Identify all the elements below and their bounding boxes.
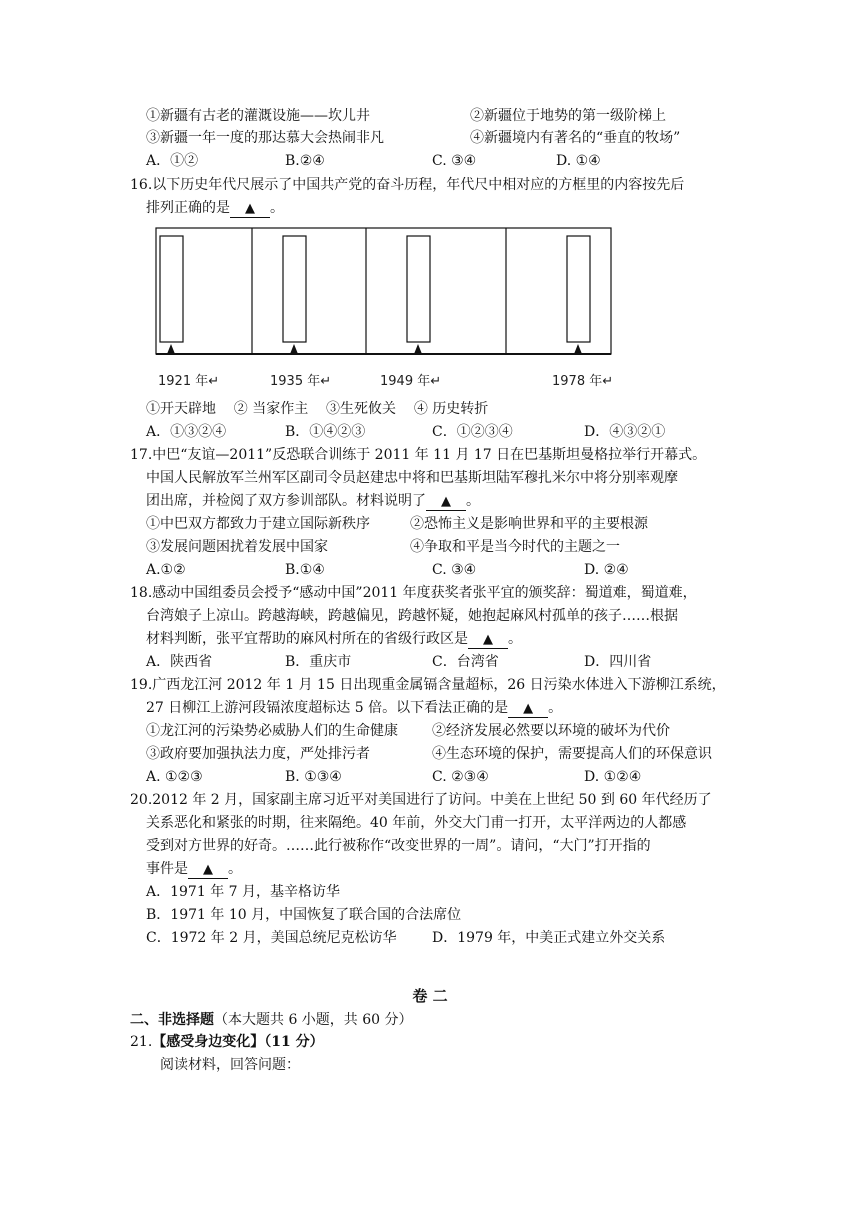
q19-option-a: A. ①②③ — [146, 769, 203, 785]
q17-stem-line-1: 17.中巴“友谊—2011”反恐联合训练于 2011 年 11 月 17 日在巴基斯坦曼格拉举行开幕式。 — [130, 447, 707, 463]
answer-blank — [230, 200, 270, 218]
q16-option-a: A．①③②④ — [146, 424, 227, 440]
q20-stem-line-2: 关系恶化和紧张的时期，往来隔绝。40 年前，外交大门甫一打开，太平洋两边的人都感 — [146, 815, 687, 831]
q18-option-a: A．陕西省 — [146, 654, 213, 670]
q15-option-c: C. ③④ — [432, 153, 477, 169]
timeline-frame — [156, 228, 611, 354]
q20-option-c: C．1972 年 2 月，美国总统尼克松访华 — [146, 930, 397, 946]
q15-option-b: B.②④ — [285, 153, 325, 169]
q15-option-a: A．①② — [146, 153, 199, 169]
q17-item-1: ①中巴双方都致力于建立国际新秩序 — [146, 516, 370, 532]
timeline-year-1949: 1949 年↵ — [380, 374, 442, 389]
arrow-up-icon — [290, 344, 298, 354]
timeline-diagram — [150, 222, 620, 394]
q20-stem-line-1: 20.2012 年 2 月，国家副主席习近平对美国进行了访问。中美在上世纪 50 到 60 年代经历了 — [130, 792, 712, 808]
q19-item-1: ①龙江河的污染势必威胁人们的生命健康 — [146, 723, 398, 739]
arrow-up-icon — [414, 344, 422, 354]
q20-option-a: A．1971 年 7 月，基辛格访华 — [146, 884, 340, 900]
q18-stem-line-2: 台湾娘子上凉山。跨越海峡，跨越偏见，跨越怀疑，她抱起麻风村孤单的孩子……根据 — [146, 608, 678, 624]
q17-option-c: C. ③④ — [432, 562, 477, 578]
timeline-year-1935: 1935 年↵ — [270, 374, 332, 389]
timeline-box-1978 — [567, 236, 590, 342]
q20-stem-line-3: 受到对方世界的好奇。……此行被称作“改变世界的一周”。请问，“大门”打开指的 — [146, 838, 651, 854]
q16-option-c: C．①②③④ — [432, 424, 513, 440]
q18-stem-end: 。 — [508, 631, 522, 647]
q21-title: 【感受身边变化】 — [152, 1034, 265, 1050]
q18-option-c: C．台湾省 — [432, 654, 499, 670]
section-title: 二、非选择题 — [130, 1012, 214, 1028]
q19-option-b: B. ①③④ — [285, 769, 342, 785]
q17-stem-end: 。 — [466, 493, 480, 509]
q19-stem-text: 27 日柳江上游河段镉浓度超标达 5 倍。以下看法正确的是 — [146, 700, 509, 716]
q18-stem-line-3 — [146, 629, 522, 649]
q16-stem-text: 排列正确的是 — [146, 200, 230, 216]
q17-stem-line-2: 中国人民解放军兰州军区副司令员赵建忠中将和巴基斯坦陆军穆扎米尔中将分别率观摩 — [146, 470, 678, 486]
answer-blank — [188, 861, 228, 879]
q20-option-b: B．1971 年 10 月，中国恢复了联合国的合法席位 — [146, 907, 462, 923]
q16-stem-line-2 — [146, 198, 284, 218]
q20-option-d: D．1979 年，中美正式建立外交关系 — [432, 930, 666, 946]
q15-item-4: ④新疆境内有著名的“垂直的牧场” — [470, 130, 681, 146]
q19-item-3: ③政府要加强执法力度，严处排污者 — [146, 746, 370, 762]
triangle-icon: ▲ — [523, 701, 534, 716]
timeline-box-1935 — [283, 236, 306, 342]
section-note: （本大题共 6 小题，共 60 分） — [214, 1012, 413, 1028]
q17-stem-line-3 — [146, 491, 480, 511]
q18-option-b: B．重庆市 — [285, 654, 352, 670]
answer-blank — [468, 631, 508, 649]
q21-number: 21. — [130, 1034, 153, 1050]
q16-stem-line-1: 16.以下历史年代尺展示了中国共产党的奋斗历程，年代尺中相对应的方框里的内容按先后 — [130, 177, 685, 193]
answer-blank — [508, 700, 548, 718]
q19-option-d: D. ①②④ — [584, 769, 642, 785]
q15-item-2: ②新疆位于地势的第一级阶梯上 — [470, 108, 666, 124]
q18-stem-line-1: 18.感动中国组委员会授予“感动中国”2011 年度获奖者张平宜的颁奖辞：蜀道难，蜀道难， — [130, 585, 697, 601]
q16-option-b: B．①④②③ — [285, 424, 366, 440]
q17-item-4: ④争取和平是当今时代的主题之一 — [410, 539, 620, 555]
triangle-icon: ▲ — [245, 201, 255, 216]
section-heading — [130, 1010, 413, 1030]
timeline-box-1921 — [160, 236, 183, 342]
q17-option-d: D. ②④ — [584, 562, 629, 578]
q15-option-d: D. ①④ — [556, 153, 601, 169]
part-two-title: 卷 二 — [412, 987, 448, 1005]
q21-instruction: 阅读材料，回答问题： — [160, 1057, 300, 1073]
triangle-icon: ▲ — [441, 494, 451, 509]
triangle-icon: ▲ — [203, 862, 213, 877]
q19-stem-line-2 — [146, 698, 562, 718]
q19-item-2: ②经济发展必然要以环境的破坏为代价 — [432, 723, 670, 739]
q20-stem-line-4 — [146, 859, 242, 879]
q18-stem-text: 材料判断，张平宜帮助的麻风村所在的省级行政区是 — [146, 631, 468, 647]
timeline-year-1978: 1978 年↵ — [552, 374, 614, 389]
q19-option-c: C. ②③④ — [432, 769, 489, 785]
q18-option-d: D．四川省 — [584, 654, 652, 670]
q17-item-2: ②恐怖主义是影响世界和平的主要根源 — [410, 516, 648, 532]
q19-stem-end: 。 — [548, 700, 563, 716]
q16-option-d: D．④③②① — [584, 424, 666, 440]
q17-option-a: A.①② — [146, 562, 186, 578]
q19-stem-line-1: 19.广西龙江河 2012 年 1 月 15 日出现重金属镉含量超标，26 日污染水体进入下游柳江系统， — [130, 677, 726, 693]
q17-option-b: B.①④ — [285, 562, 325, 578]
q19-item-4: ④生态环境的保护，需要提高人们的环保意识 — [432, 746, 712, 762]
timeline-arrows — [167, 344, 582, 354]
q16-items: ①开天辟地 ② 当家作主 ③生死攸关 ④ 历史转折 — [146, 401, 489, 417]
timeline-year-1921: 1921 年↵ — [158, 374, 220, 389]
triangle-icon: ▲ — [483, 632, 493, 647]
q17-item-3: ③发展问题困扰着发展中国家 — [146, 539, 328, 555]
arrow-up-icon — [167, 344, 175, 354]
q21-heading — [130, 1032, 324, 1052]
q16-stem-end: 。 — [270, 200, 284, 216]
q21-score: （11 分） — [264, 1034, 324, 1050]
q15-item-1: ①新疆有古老的灌溉设施——坎儿井 — [146, 108, 370, 124]
arrow-up-icon — [574, 344, 582, 354]
timeline-box-1949 — [407, 236, 430, 342]
q17-stem-text: 团出席，并检阅了双方参训部队。材料说明了 — [146, 493, 426, 509]
q15-item-3: ③新疆一年一度的那达慕大会热闹非凡 — [146, 130, 384, 146]
q20-stem-end: 。 — [228, 861, 242, 877]
q20-stem-text: 事件是 — [146, 861, 188, 877]
answer-blank — [426, 493, 466, 511]
